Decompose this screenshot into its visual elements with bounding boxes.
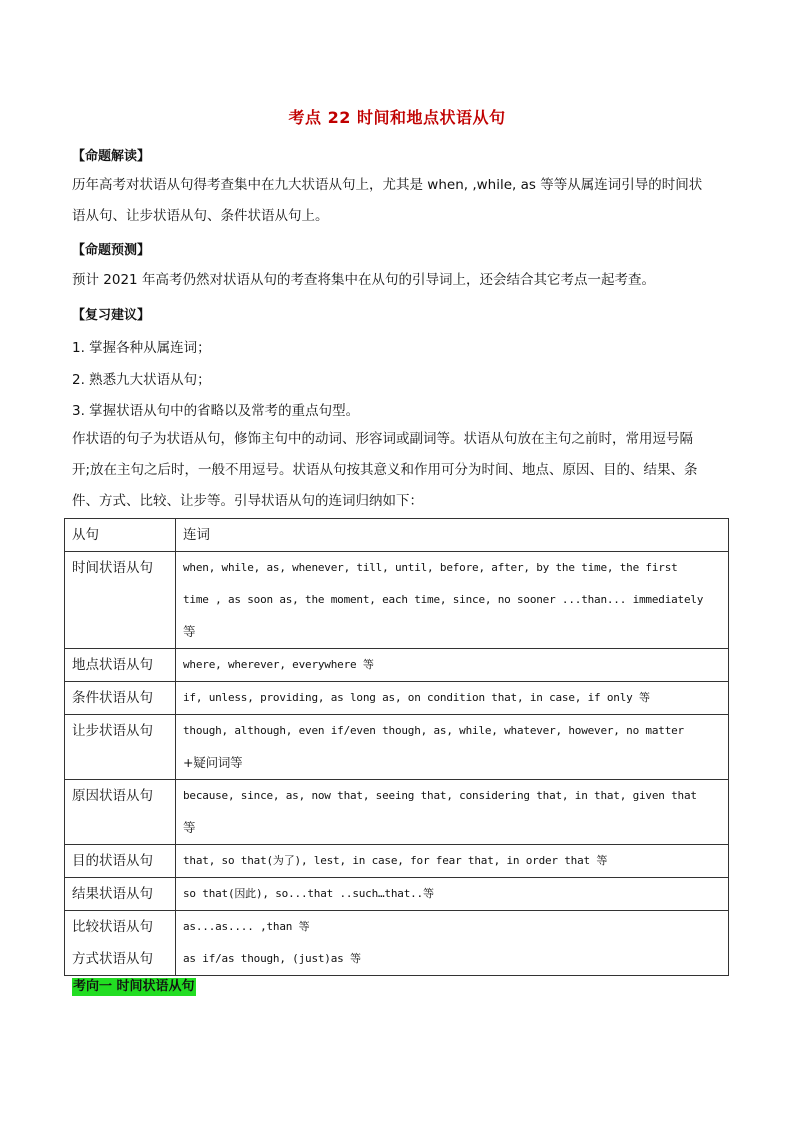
conj-line: 等 bbox=[183, 820, 196, 835]
advice-item-3: 3. 掌握状语从句中的省略以及常考的重点句型。 bbox=[72, 403, 360, 419]
interpret-line-2: 语从句、让步状语从句、条件状语从句上。 bbox=[72, 208, 329, 224]
table-row bbox=[65, 682, 729, 715]
conj-line: because, since, as, now that, seeing that, considering that, in that, given that bbox=[183, 789, 697, 802]
intro-line-3: 件、方式、比较、让步等。引导状语从句的连词归纳如下： bbox=[72, 493, 423, 509]
table-row bbox=[65, 845, 729, 878]
clause-cell: 让步状语从句 bbox=[65, 715, 176, 780]
advice-item-1: 1. 掌握各种从属连词； bbox=[72, 340, 211, 356]
conj-line: that, so that(为了), lest, in case, for fear that, in order that 等 bbox=[183, 854, 608, 867]
conj-line: where, wherever, everywhere 等 bbox=[183, 658, 374, 671]
conj-cell bbox=[176, 649, 729, 682]
clause-cell: 结果状语从句 bbox=[65, 878, 176, 911]
conj-cell bbox=[176, 552, 729, 649]
header-clause: 从句 bbox=[65, 519, 176, 552]
clause-cell: 条件状语从句 bbox=[65, 682, 176, 715]
table-header-row bbox=[65, 519, 729, 552]
interpret-line-1: 历年高考对状语从句得考查集中在九大状语从句上，尤其是 when, ,while, as 等等从属连词引导的时间状 bbox=[72, 177, 703, 193]
conj-line: when, while, as, whenever, till, until, before, after, by the time, the first bbox=[183, 561, 678, 574]
conjunction-table bbox=[64, 518, 729, 976]
clause-cell bbox=[65, 911, 176, 976]
table-row bbox=[65, 715, 729, 780]
conj-cell bbox=[176, 682, 729, 715]
conj-cell bbox=[176, 715, 729, 780]
conj-line: time , as soon as, the moment, each time, since, no sooner ...than... immediately bbox=[183, 593, 704, 606]
conj-cell bbox=[176, 911, 729, 976]
intro-paragraph bbox=[72, 424, 728, 517]
table-row bbox=[65, 552, 729, 649]
conj-line: so that(因此), so...that ..such…that..等 bbox=[183, 887, 434, 900]
conj-line: though, although, even if/even though, as, while, whatever, however, no matter bbox=[183, 724, 684, 737]
clause-cell: 时间状语从句 bbox=[65, 552, 176, 649]
interpret-paragraph bbox=[72, 170, 728, 232]
conj-line: as...as.... ,than 等 bbox=[183, 920, 310, 933]
table-row bbox=[65, 649, 729, 682]
interpret-heading: 【命题解读】 bbox=[72, 149, 151, 164]
table-row bbox=[65, 780, 729, 845]
advice-item-2: 2. 熟悉九大状语从句； bbox=[72, 372, 211, 388]
clause-cell: 原因状语从句 bbox=[65, 780, 176, 845]
page-title: 考点 22 时间和地点状语从句 bbox=[288, 108, 506, 127]
clause-label: 方式状语从句 bbox=[72, 951, 153, 967]
intro-line-2: 开;放在主句之后时，一般不用逗号。状语从句按其意义和作用可分为时间、地点、原因、目的、结果、条 bbox=[72, 462, 698, 478]
table-row bbox=[65, 878, 729, 911]
table-row bbox=[65, 911, 729, 976]
clause-cell: 地点状语从句 bbox=[65, 649, 176, 682]
conj-cell bbox=[176, 878, 729, 911]
header-conj: 连词 bbox=[176, 519, 729, 552]
conj-line: as if/as though, (just)as 等 bbox=[183, 952, 361, 965]
conj-line: if, unless, providing, as long as, on condition that, in case, if only 等 bbox=[183, 691, 650, 704]
clause-cell: 目的状语从句 bbox=[65, 845, 176, 878]
advice-heading: 【复习建议】 bbox=[72, 308, 151, 323]
conj-cell bbox=[176, 780, 729, 845]
predict-paragraph: 预计 2021 年高考仍然对状语从句的考查将集中在从句的引导词上，还会结合其它考点一起考查。 bbox=[72, 272, 655, 288]
predict-heading: 【命题预测】 bbox=[72, 243, 151, 258]
conj-line: +疑问词等 bbox=[183, 755, 243, 770]
highlight-heading: 考向一 时间状语从句 bbox=[73, 979, 195, 994]
conj-cell bbox=[176, 845, 729, 878]
clause-label: 比较状语从句 bbox=[72, 919, 153, 935]
intro-line-1: 作状语的句子为状语从句，修饰主句中的动词、形容词或副词等。状语从句放在主句之前时，常用逗号隔 bbox=[72, 431, 693, 447]
conj-line: 等 bbox=[183, 624, 196, 639]
